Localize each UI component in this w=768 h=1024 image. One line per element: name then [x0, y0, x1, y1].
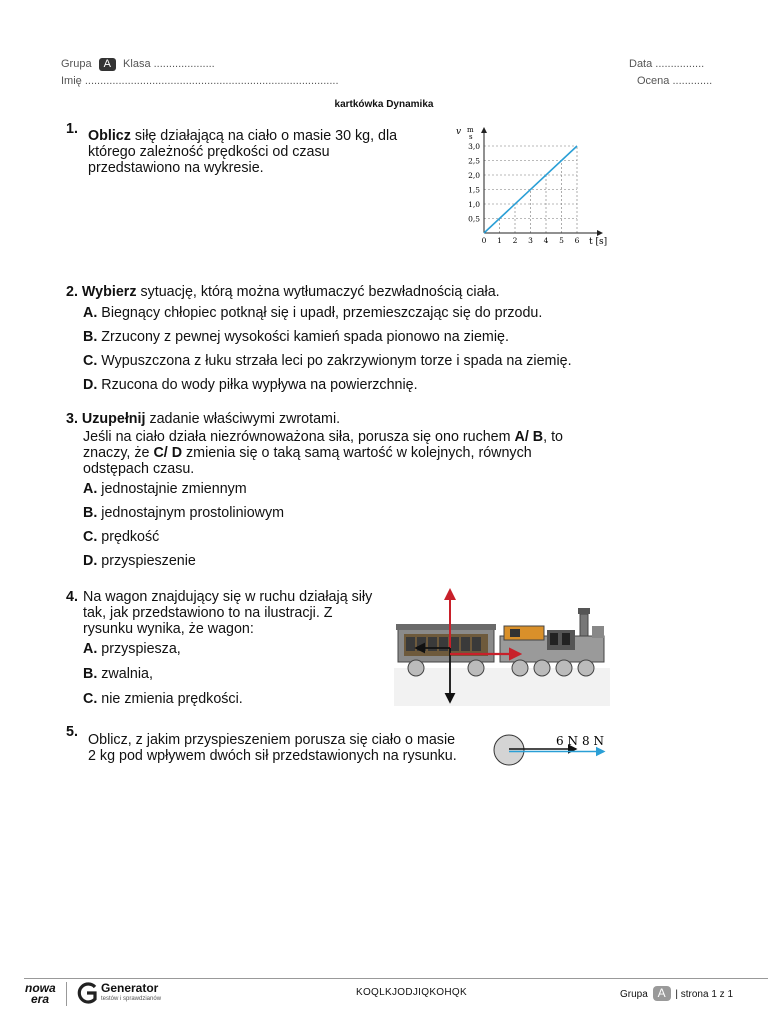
q3-option-a[interactable] — [83, 481, 247, 497]
q1-number: 1. — [66, 121, 78, 137]
q2-question — [66, 284, 500, 300]
generator-subtitle: testów i sprawdzianów — [101, 996, 162, 1002]
nowa-era-logo — [25, 983, 56, 1005]
name-label: Imię ................................................................................... — [61, 75, 339, 87]
class-label: Klasa .................... — [123, 58, 215, 70]
locomotive — [500, 608, 604, 676]
q4-option-a-letter: A. — [83, 641, 98, 657]
generator-brand — [101, 982, 161, 1003]
velocity-time-chart — [450, 122, 615, 252]
q4-line3: rysunku wynika, że wagon: — [83, 621, 254, 637]
footer-divider — [24, 978, 768, 979]
q2-option-a-letter: A. — [83, 305, 98, 321]
force-8n-label: 8 N — [582, 734, 604, 748]
page-title: kartkówka Dynamika — [334, 99, 434, 110]
y-tick-label: 1,5 — [468, 185, 480, 195]
rail-bed — [394, 668, 610, 706]
q3-line3-a: znaczy, że — [83, 445, 154, 461]
footer-group-label: Grupa — [620, 989, 648, 1000]
q3-text: zadanie właściwymi zwrotami. — [145, 411, 341, 427]
q4-line1: Na wagon znajdujący się w ruchu działają siły — [83, 589, 373, 605]
q4-option-b-letter: B. — [83, 666, 98, 682]
q4-option-b-text: zwalnia, — [97, 666, 153, 682]
x-axis-label: t [s] — [589, 237, 608, 247]
grade-label: Ocena ............. — [637, 75, 713, 87]
q5-number: 5. — [66, 724, 78, 740]
y-axis-unit-num: m — [467, 126, 474, 134]
y-tick-label: 3,0 — [468, 142, 480, 151]
q4-option-c-letter: C. — [83, 691, 98, 707]
q2-option-b-letter: B. — [83, 329, 98, 345]
q4-line2: tak, jak przedstawiono to na ilustracji. Z — [83, 605, 333, 621]
q4-option-c[interactable] — [83, 691, 243, 707]
q3-blank-cd: C/ D — [153, 445, 183, 461]
q2-bold: Wybierz — [81, 284, 137, 300]
q3-option-b-text: jednostajnym prostoliniowym — [97, 505, 285, 521]
y-axis-unit-den: s — [469, 133, 473, 141]
q4-option-b[interactable] — [83, 666, 153, 682]
q3-line3-c: zmienia się o taką samą wartość w kolejnych, równych — [182, 445, 532, 461]
header-group-row — [61, 58, 215, 71]
body-circle — [494, 735, 524, 765]
q3-body — [83, 429, 563, 477]
two-forces-diagram — [492, 728, 612, 768]
q2-option-a[interactable] — [83, 305, 542, 321]
q3-option-b-letter: B. — [83, 505, 98, 521]
generator-title: Generator — [101, 981, 159, 995]
q2-option-c-letter: C. — [83, 353, 98, 369]
q1-line1: siłę działającą na ciało o masie 30 kg, dla — [130, 128, 398, 144]
x-tick-label: 3 — [528, 236, 533, 245]
q3-option-a-text: jednostajnie zmiennym — [97, 481, 247, 497]
q2-option-a-text: Biegnący chłopiec potknął się i upadł, przemieszczając się do przodu. — [97, 305, 543, 321]
y-axis-var: v — [456, 127, 462, 137]
group-badge: A — [99, 58, 116, 71]
y-tick-label: 1,0 — [468, 200, 480, 209]
x-tick-label: 4 — [543, 236, 549, 245]
x-tick-label: 5 — [559, 236, 564, 245]
y-tick-labels — [468, 142, 480, 224]
q4-text — [83, 589, 372, 637]
q1-bold: Oblicz — [88, 128, 131, 144]
footer-page-info — [620, 986, 733, 1001]
x-tick-label: 2 — [512, 236, 518, 245]
logo-nowa: nowa — [25, 981, 56, 995]
q3-option-a-letter: A. — [83, 481, 98, 497]
q2-option-c[interactable] — [83, 353, 572, 369]
q5-text — [88, 732, 457, 764]
y-tick-label: 2,5 — [468, 156, 480, 166]
q3-line2-c: , to — [543, 429, 564, 445]
y-tick-label: 0,5 — [468, 214, 480, 224]
q2-option-b-text: Zrzucony z pewnej wysokości kamień spada pionowo na ziemię. — [97, 329, 509, 345]
q2-option-d-text: Rzucona do wody piłka wypływa na powierzchnię. — [97, 377, 418, 393]
q2-number: 2. — [66, 284, 78, 300]
q3-option-d[interactable] — [83, 553, 196, 569]
footer-group-badge: A — [653, 986, 671, 1001]
q1-line2: którego zależność prędkości od czasu — [88, 144, 330, 160]
x-tick-labels — [482, 236, 580, 245]
q2-option-c-text: Wypuszczona z łuku strzała leci po zakrzywionym torze i spada na ziemię. — [97, 353, 572, 369]
q2-option-b[interactable] — [83, 329, 509, 345]
q3-line2-a: Jeśli na ciało działa niezrównoważona siła, porusza się ono ruchem — [83, 429, 515, 445]
group-label: Grupa — [61, 58, 92, 70]
q4-number: 4. — [66, 589, 78, 605]
q3-option-d-text: przyspieszenie — [97, 553, 196, 569]
test-code: KOQLKJODJIQKOHQK — [356, 987, 467, 998]
q4-option-a[interactable] — [83, 641, 181, 657]
logo-era: era — [31, 992, 50, 1006]
generator-g-icon — [76, 981, 98, 1005]
q3-option-b[interactable] — [83, 505, 284, 521]
train-forces-illustration — [392, 584, 612, 706]
x-tick-label: 1 — [497, 236, 502, 245]
logo-divider — [66, 982, 67, 1006]
q4-option-c-text: nie zmienia prędkości. — [97, 691, 243, 707]
q3-blank-ab: A/ B — [514, 429, 544, 445]
q3-question — [66, 411, 340, 427]
q1-text — [88, 128, 397, 176]
y-tick-label: 2,0 — [468, 171, 480, 180]
q3-option-c-letter: C. — [83, 529, 98, 545]
x-tick-label: 6 — [574, 236, 580, 245]
q5-line1: Oblicz, z jakim przyspieszeniem porusza się ciało o masie — [88, 732, 456, 748]
q3-option-c-text: prędkość — [97, 529, 160, 545]
q3-bold: Uzupełnij — [81, 411, 146, 427]
q1-line3: przedstawiono na wykresie. — [88, 160, 264, 176]
q3-option-c[interactable] — [83, 529, 159, 545]
x-tick-label: 0 — [481, 236, 487, 245]
q5-line2: 2 kg pod wpływem dwóch sił przedstawionych na rysunku. — [88, 748, 457, 764]
q3-option-d-letter: D. — [83, 553, 98, 569]
q2-option-d[interactable] — [83, 377, 418, 393]
date-label: Data ................ — [629, 58, 705, 70]
force-6n-label: 6 N — [556, 734, 578, 748]
q2-text: sytuację, którą można wytłumaczyć bezwładnością ciała. — [136, 284, 500, 300]
q3-line4: odstępach czasu. — [83, 461, 195, 477]
q2-option-d-letter: D. — [83, 377, 98, 393]
q4-option-a-text: przyspiesza, — [97, 641, 181, 657]
footer-page-label: | strona 1 z 1 — [675, 989, 734, 1000]
q3-number: 3. — [66, 411, 78, 427]
